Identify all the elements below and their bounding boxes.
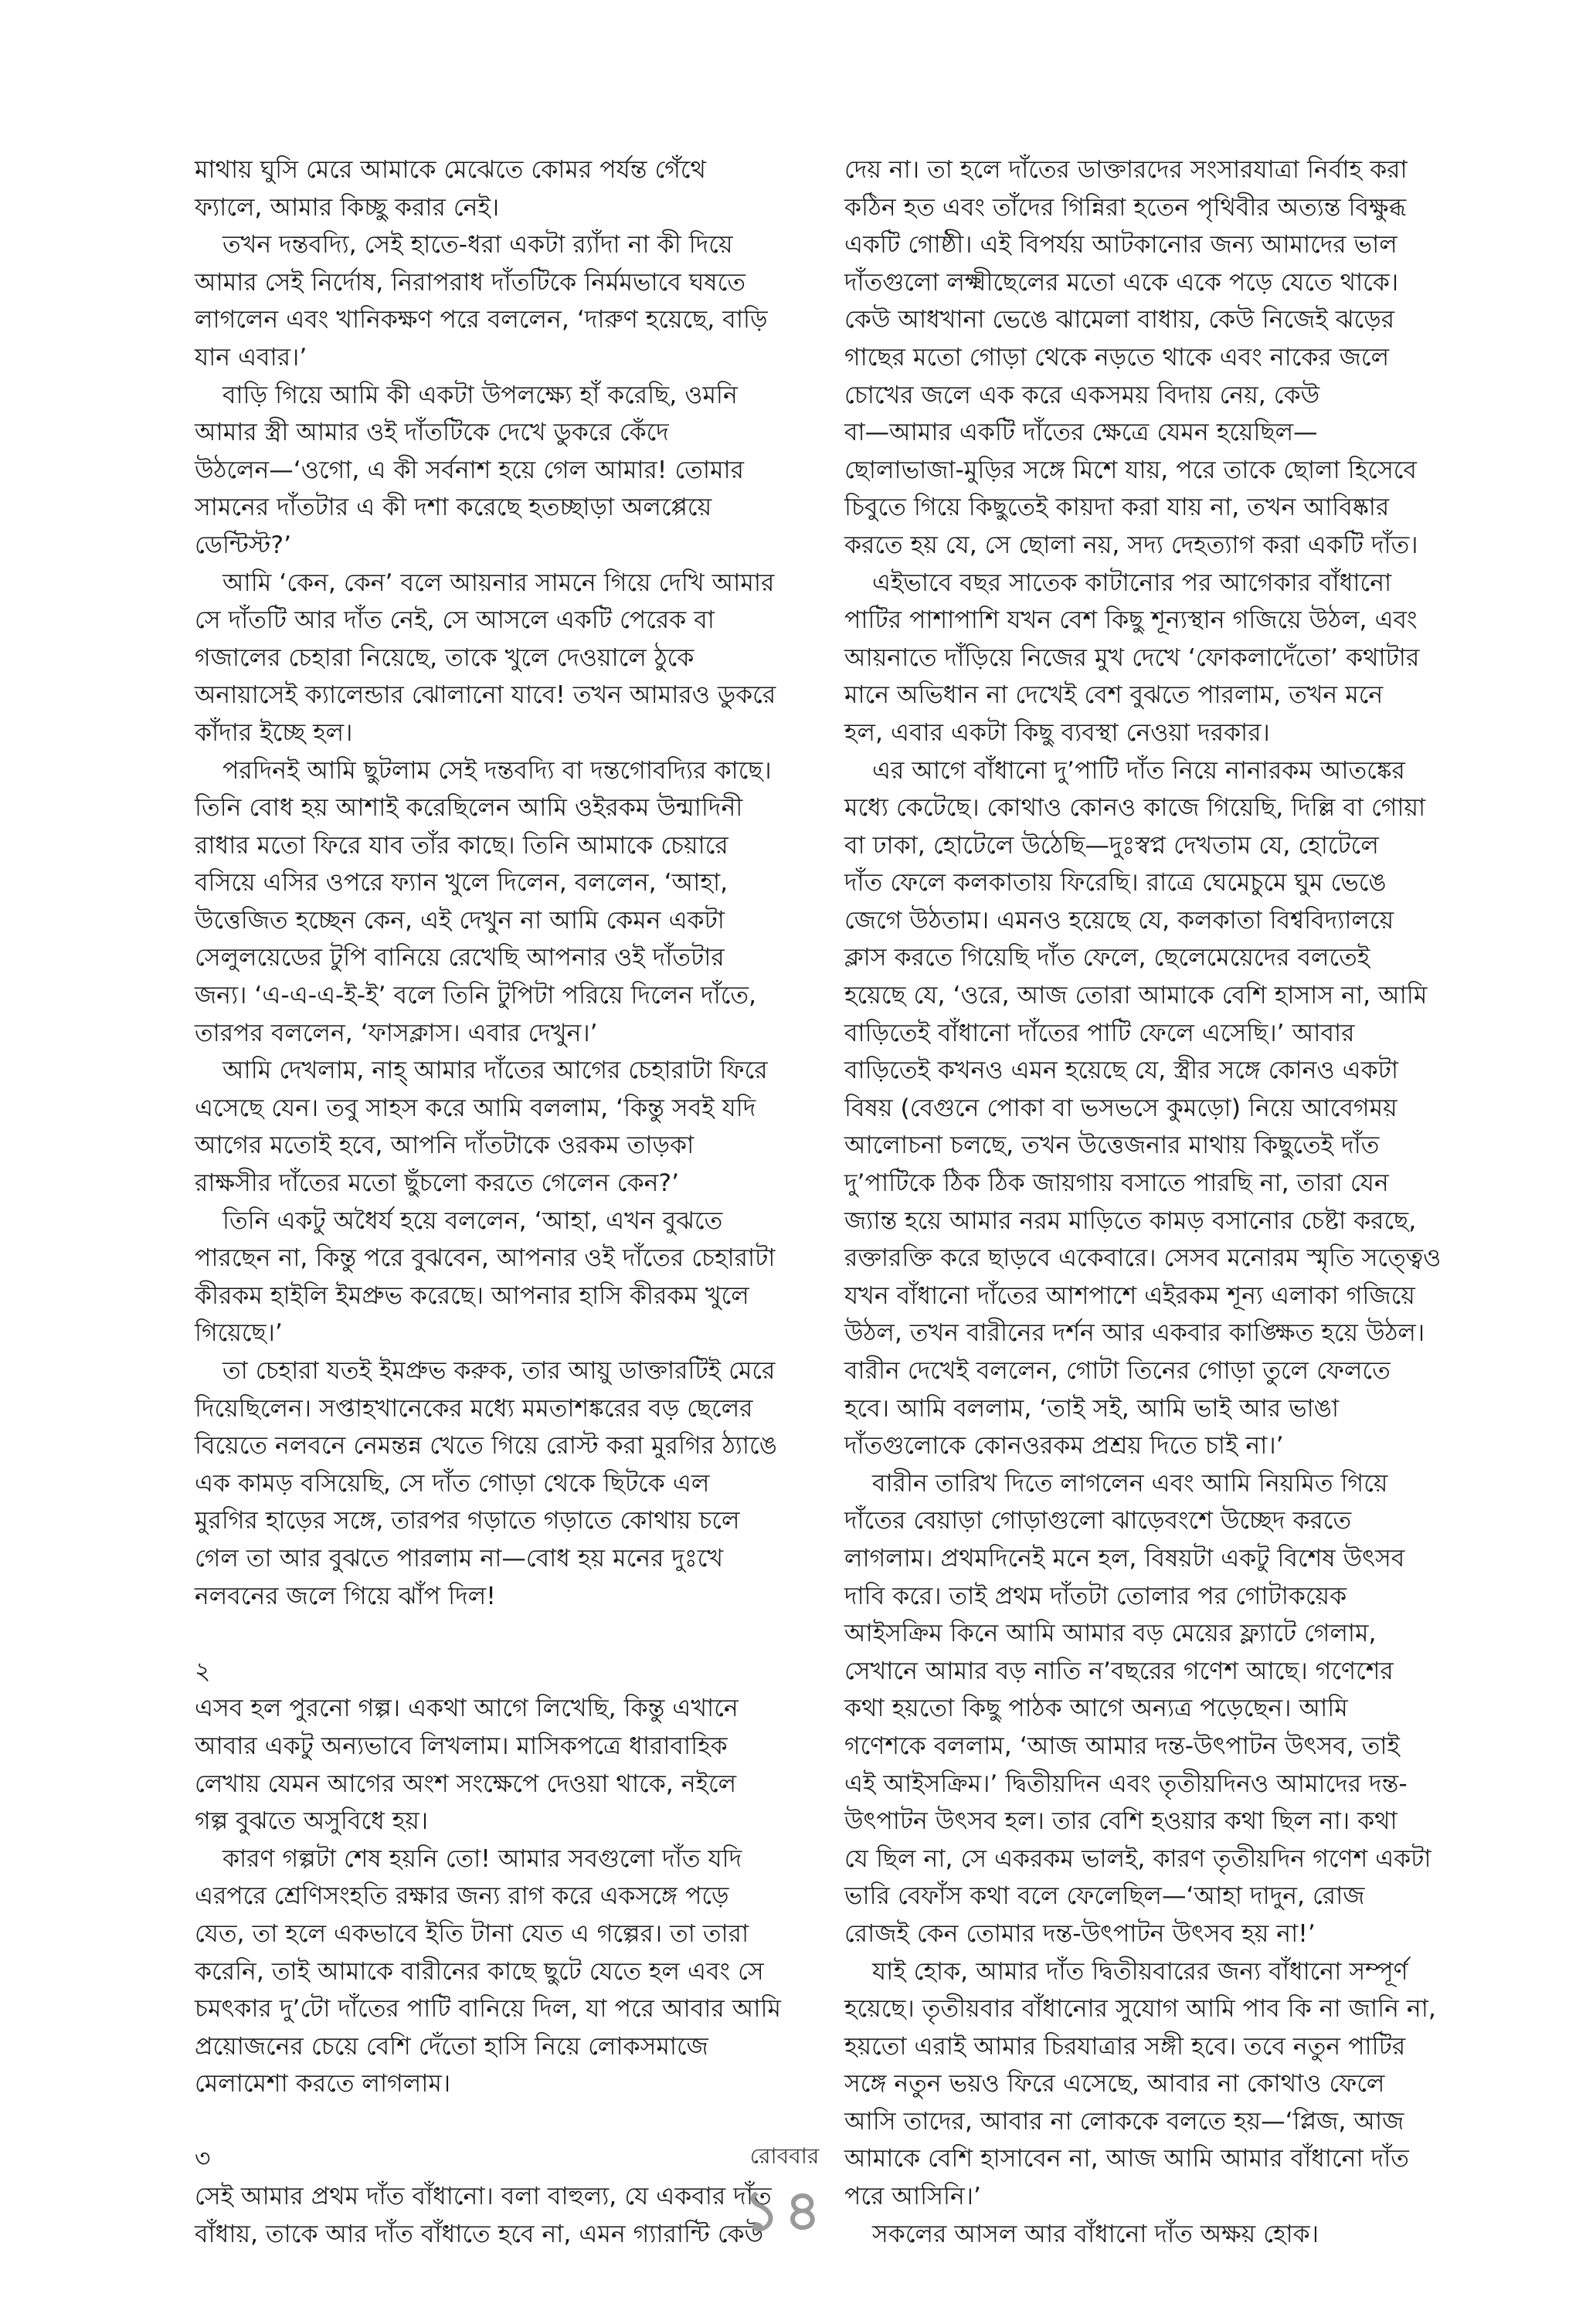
text-line: মেলামেশা করতে লাগলাম। — [195, 2070, 451, 2098]
text-line: আসি তাদের, আবার না লোককে বলতে হয়—‘প্লিজ, আজ — [844, 2107, 1404, 2136]
text-line: রাক্ষসীর দাঁতের মতো ছুঁচলো করতে গেলেন কেন?’ — [195, 1169, 680, 1198]
text-line: উত্তেজিত হচ্ছেন কেন, এই দেখুন না আমি কেমন একটা — [195, 906, 725, 935]
text-line: কথা হয়তো কিছু পাঠক আগে অন্যত্র পড়েছেন। আমি — [844, 1695, 1348, 1723]
text-line: লাগলাম। প্রথমদিনেই মনে হল, বিষয়টা একটু বিশেষ উৎসব — [844, 1544, 1405, 1573]
text-line: যাই হোক, আমার দাঁত দ্বিতীয়বারের জন্য বাঁধানো সম্পূর্ণ — [872, 1957, 1408, 1986]
text-line: সেই আমার প্রথম দাঁত বাঁধানো। বলা বাহুল্য, যে একবার দাঁত — [195, 2183, 772, 2211]
text-line: তা চেহারা যতই ইমপ্রুভ করুক, তার আয়ু ডাক্তারটিই মেরে — [222, 1357, 776, 1385]
text-line: তিনি একটু অধৈর্য হয়ে বললেন, ‘আহা, এখন বুঝতে — [222, 1206, 723, 1235]
text-line: রাধার মতো ফিরে যাব তাঁর কাছে। তিনি আমাকে চেয়ারে — [195, 831, 728, 860]
text-line: এর আগে বাঁধানো দু’পাটি দাঁত নিয়ে নানারকম আতঙ্কের — [872, 756, 1405, 785]
right-text-block-1 — [844, 151, 1447, 2253]
text-line: দু’পাটিকে ঠিক ঠিক জায়গায় বসাতে পারছি না, তারা যেন — [844, 1169, 1389, 1198]
text-line: চিবুতে গিয়ে কিছুতেই কায়দা করা যায় না, তখন আবিষ্কার — [844, 494, 1390, 522]
text-line: হল, এবার একটা কিছু ব্যবস্থা নেওয়া দরকার। — [844, 718, 1270, 747]
text-line: দেয় না। তা হলে দাঁতের ডাক্তারদের সংসারযাত্রা নির্বাহ করা — [844, 156, 1408, 184]
text-line: মুরগির হাড়ের সঙ্গে, তারপর গড়াতে গড়াতে কোথায় চলে — [195, 1507, 740, 1535]
text-line: বা ঢাকা, হোটেলে উঠেছি—দুঃস্বপ্ন দেখতাম যে, হোটেলে — [844, 831, 1379, 860]
text-line: পাটির পাশাপাশি যখন বেশ কিছু শূন্যস্থান গজিয়ে উঠল, এবং — [844, 606, 1418, 635]
text-line: দাঁতের বেয়াড়া গোড়াগুলো ঝাড়েবংশে উচ্ছেদ করতে — [844, 1507, 1352, 1535]
text-line: এসেছে যেন। তবু সাহস করে আমি বললাম, ‘কিন্তু সবই যদি — [195, 1094, 756, 1122]
text-line: করেনি, তাই আমাকে বারীনের কাছে ছুটে যেতে হল এবং সে — [195, 1957, 764, 1986]
text-line: চোখের জলে এক করে একসময় বিদায় নেয়, কেউ — [844, 381, 1320, 409]
text-line: এইভাবে বছর সাতেক কাটানোর পর আগেকার বাঁধানো — [872, 568, 1392, 597]
left-text-block-1 — [195, 151, 797, 1615]
text-line: উঠল, তখন বারীনের দর্শন আর একবার কাঙ্ক্ষিত হয়ে উঠল। — [844, 1319, 1425, 1348]
text-line: রোজই কেন তোমার দন্ত-উৎপাটন উৎসব হয় না!’ — [844, 1919, 1316, 1948]
magazine-name: রোববার — [749, 2143, 820, 2169]
section-spacer — [195, 1615, 797, 1653]
text-line: একটি গোষ্ঠী। এই বিপর্যয় আটকানোর জন্য আমাদের ভাল — [844, 231, 1397, 260]
text-line: দাঁত ফেলে কলকাতায় ফিরেছি। রাত্রে ঘেমেচুমে ঘুম ভেঙে — [844, 869, 1387, 897]
text-line: সেলুলয়েডের টুপি বানিয়ে রেখেছি আপনার ওই দাঁতটার — [195, 944, 725, 972]
text-line: ভারি বেফাঁস কথা বলে ফেলেছিল—‘আহা দাদুন, রোজ — [844, 1882, 1365, 1911]
text-line: নলবনের জলে গিয়ে ঝাঁপ দিল! — [195, 1582, 496, 1610]
text-line: জন্য। ‘এ-এ-এ-ই-ই’ বলে তিনি টুপিটা পরিয়ে দিলেন দাঁতে, — [195, 982, 757, 1010]
text-line: কারণ গল্পটা শেষ হয়নি তো! আমার সবগুলো দাঁত যদি — [222, 1844, 742, 1873]
text-line: এরপরে শ্রেণিসংহতি রক্ষার জন্য রাগ করে একসঙ্গে পড়ে — [195, 1882, 729, 1911]
text-line: তিনি বোধ হয় আশাই করেছিলেন আমি ওইরকম উন্মাদিনী — [195, 794, 743, 823]
text-line: দাঁতগুলো লক্ষ্মীছেলের মতো একে একে পড়ে যেতে থাকে। — [844, 268, 1399, 297]
text-line: বাড়িতেই বাঁধানো দাঁতের পাটি ফেলে এসেছি।’ আবার — [844, 1019, 1355, 1047]
text-line: যে ছিল না, সে একরকম ভালই, কারণ তৃতীয়দিন গণেশ একটা — [844, 1844, 1431, 1873]
text-line: বাড়িতেই কখনও এমন হয়েছে যে, স্ত্রীর সঙ্গে কোনও একটা — [844, 1057, 1398, 1085]
text-line: এই আইসক্রিম।’ দ্বিতীয়দিন এবং তৃতীয়দিনও আমাদের দন্ত- — [844, 1769, 1408, 1798]
text-line: তখন দন্তবদ্যি, সেই হাতে-ধরা একটা র‍্যাঁদা না কী দিয়ে — [222, 231, 733, 260]
text-line: হয়তো এরাই আমার চিরযাত্রার সঙ্গী হবে। তবে নতুন পাটির — [844, 2032, 1406, 2061]
text-line: এক কামড় বসিয়েছি, সে দাঁত গোড়া থেকে ছিটকে এল — [195, 1469, 710, 1498]
left-text-block-2 — [195, 1690, 797, 2103]
text-line: আমি ‘কেন, কেন’ বলে আয়নার সামনে গিয়ে দেখি আমার — [222, 568, 775, 597]
left-column — [195, 151, 797, 2253]
right-column — [844, 151, 1447, 2253]
text-line: বসিয়ে এসির ওপরে ফ্যান খুলে দিলেন, বললেন, ‘আহা, — [195, 869, 728, 897]
text-line: আবার একটু অন্যভাবে লিখলাম। মাসিকপত্রে ধারাবাহিক — [195, 1732, 728, 1760]
text-line: যান এবার।’ — [195, 343, 307, 372]
text-line: দিয়েছিলেন। সপ্তাহখানেকের মধ্যে মমতাশঙ্করের বড় ছেলের — [195, 1394, 753, 1423]
text-line: উঠলেন—‘ওগো, এ কী সর্বনাশ হয়ে গেল আমার! তোমার — [195, 456, 744, 484]
text-line: এসব হল পুরনো গল্প। একথা আগে লিখেছি, কিন্তু এখানে — [195, 1695, 739, 1723]
text-line: মানে অভিধান না দেখেই বেশ বুঝতে পারলাম, তখন মনে — [844, 681, 1384, 710]
text-line: দাঁতগুলোকে কোনওরকম প্রশ্রয় দিতে চাই না।’ — [844, 1432, 1284, 1461]
text-line: গাছের মতো গোড়া থেকে নড়তে থাকে এবং নাকের জলে — [844, 343, 1390, 372]
text-line: বারীন দেখেই বললেন, গোটা তিনের গোড়া তুলে ফেলতে — [844, 1357, 1391, 1385]
text-line: বারীন তারিখ দিতে লাগলেন এবং আমি নিয়মিত গিয়ে — [872, 1469, 1388, 1498]
text-line: মাথায় ঘুসি মেরে আমাকে মেঝেতে কোমর পর্যন্ত গেঁথে — [195, 156, 706, 184]
text-line: বিয়েতে নলবনে নেমন্তন্ন খেতে গিয়ে রোস্ট করা মুরগির ঠ্যাঙে — [195, 1432, 777, 1461]
text-line: ছোলাভাজা-মুড়ির সঙ্গে মিশে যায়, পরে তাকে ছোলা হিসেবে — [844, 456, 1417, 484]
text-line: হয়েছে যে, ‘ওরে, আজ তোরা আমাকে বেশি হাসাস না, আমি — [844, 982, 1428, 1010]
text-line: ক্লাস করতে গিয়েছি দাঁত ফেলে, ছেলেমেয়েদের বলতেই — [844, 944, 1370, 972]
section-spacer — [195, 2103, 797, 2141]
text-line: যেত, তা হলে একভাবে ইতি টানা যেত এ গল্পের। তা তারা — [195, 1919, 749, 1948]
text-line: করতে হয় যে, সে ছোলা নয়, সদ্য দেহত্যাগ করা একটি দাঁত। — [844, 531, 1418, 559]
text-line: পরে আসিনি।’ — [844, 2183, 982, 2211]
text-line: অনায়াসেই ক্যালেন্ডার ঝোলানো যাবে! তখন আমারও ডুকরে — [195, 681, 776, 710]
text-line: পরদিনই আমি ছুটলাম সেই দন্তবদ্যি বা দন্তগোবদ্যির কাছে। — [222, 756, 772, 785]
text-line: সকলের আসল আর বাঁধানো দাঁত অক্ষয় হোক। — [872, 2220, 1319, 2248]
text-line: বাঁধায়, তাকে আর দাঁত বাঁধাতে হবে না, এমন গ্যারান্টি কেউ — [195, 2220, 764, 2248]
text-line: গিয়েছে।’ — [195, 1319, 283, 1348]
text-line: ডেন্টিস্ট?’ — [195, 531, 292, 559]
text-line: আমি দেখলাম, নাহ্ আমার দাঁতের আগের চেহারাটা ফিরে — [222, 1057, 768, 1085]
text-line: হবে। আমি বললাম, ‘তাই সই, আমি ভাই আর ভাঙা — [844, 1394, 1339, 1423]
text-line: কঠিন হত এবং তাঁদের গিন্নিরা হতেন পৃথিবীর অত্যন্ত বিক্ষুব্ধ — [844, 193, 1407, 222]
text-line: বিষয় (বেগুনে পোকা বা ভসভসে কুমড়ো) নিয়ে আবেগময় — [844, 1094, 1397, 1122]
text-line: কীরকম হাইলি ইমপ্রুভ করেছে। আপনার হাসি কীরকম খুলে — [195, 1281, 749, 1310]
text-line: আমার সেই নির্দোষ, নিরাপরাধ দাঁতটিকে নির্মমভাবে ঘষতে — [195, 268, 745, 297]
text-line: মধ্যে কেটেছে। কোথাও কোনও কাজে গিয়েছি, দিল্লি বা গোয়া — [844, 794, 1426, 823]
text-line: আমাকে বেশি হাসাবেন না, আজ আমি আমার বাঁধানো দাঁত — [844, 2145, 1409, 2173]
text-line: আয়নাতে দাঁড়িয়ে নিজের মুখ দেখে ‘ফোকলাদেঁতো’ কথাটার — [844, 643, 1420, 672]
text-line: সামনের দাঁতটার এ কী দশা করেছে হতচ্ছাড়া অলপ্পেয়ে — [195, 494, 712, 522]
text-line: বা—আমার একটি দাঁতের ক্ষেত্রে যেমন হয়েছিল— — [844, 419, 1318, 447]
text-line: দাবি করে। তাই প্রথম দাঁতটা তোলার পর গোটাকয়েক — [844, 1582, 1347, 1610]
text-line: গল্প বুঝতে অসুবিধে হয়। — [195, 1807, 429, 1836]
text-line: প্রয়োজনের চেয়ে বেশি দেঁতো হাসি নিয়ে লোকসমাজে — [195, 2032, 708, 2061]
page-number: ১৪ — [743, 2178, 826, 2243]
section-number-2: ২ — [195, 1657, 211, 1685]
text-line: জ্যান্ত হয়ে আমার নরম মাড়িতে কামড় বসানোর চেষ্টা করছে, — [844, 1206, 1417, 1235]
text-line: গণেশকে বললাম, ‘আজ আমার দন্ত-উৎপাটন উৎসব, তাই — [844, 1732, 1400, 1760]
text-line: ফ্যালে, আমার কিচ্ছু করার নেই। — [195, 193, 500, 222]
text-line: তারপর বললেন, ‘ফাসক্লাস। এবার দেখুন।’ — [195, 1019, 598, 1047]
text-line: উৎপাটন উৎসব হল। তার বেশি হওয়ার কথা ছিল না। কথা — [844, 1807, 1397, 1836]
text-line: কাঁদার ইচ্ছে হল। — [195, 718, 353, 747]
text-line: সঙ্গে নতুন ভয়ও ফিরে এসেছে, আবার না কোথাও ফেলে — [844, 2070, 1385, 2098]
text-line: আমার স্ত্রী আমার ওই দাঁতটিকে দেখে ডুকরে কেঁদে — [195, 419, 669, 447]
text-line: সেখানে আমার বড় নাতি ন’বছরের গণেশ আছে। গণেশের — [844, 1657, 1394, 1685]
text-line: গজালের চেহারা নিয়েছে, তাকে খুলে দেওয়ালে ঠুকে — [195, 643, 695, 672]
text-line: রক্তারক্তি করে ছাড়বে একেবারে। সেসব মনোরম স্মৃতি সত্ত্বেও — [844, 1244, 1442, 1273]
text-line: লাগলেন এবং খানিকক্ষণ পরে বললেন, ‘দারুণ হয়েছে, বাড়ি — [195, 306, 768, 334]
text-line: জেগে উঠতাম। এমনও হয়েছে যে, কলকাতা বিশ্ববিদ্যালয়ে — [844, 906, 1394, 935]
text-line: লেখায় যেমন আগের অংশ সংক্ষেপে দেওয়া থাকে, নইলে — [195, 1769, 737, 1798]
text-line: আগের মতোই হবে, আপনি দাঁতটাকে ওরকম তাড়কা — [195, 1131, 695, 1160]
text-line: চমৎকার দু’টো দাঁতের পাটি বানিয়ে দিল, যা পরে আবার আমি — [195, 1995, 781, 2024]
text-line: সে দাঁতটি আর দাঁত নেই, সে আসলে একটি পেরেক বা — [195, 606, 715, 635]
text-line: যখন বাঁধানো দাঁতের আশপাশে এইরকম শূন্য এলাকা গজিয়ে — [844, 1281, 1415, 1310]
text-line: হয়েছে। তৃতীয়বার বাঁধানোর সুযোগ আমি পাব কি না জানি না, — [844, 1995, 1436, 2024]
text-line: পারছেন না, কিন্তু পরে বুঝবেন, আপনার ওই দাঁতের চেহারাটা — [195, 1244, 776, 1273]
text-line: কেউ আধখানা ভেঙে ঝামেলা বাধায়, কেউ নিজেই ঝড়ের — [844, 306, 1395, 334]
section-number-3: ৩ — [195, 2145, 211, 2173]
text-line: গেল তা আর বুঝতে পারলাম না—বোধ হয় মনের দুঃখে — [195, 1544, 724, 1573]
text-line: বাড়ি গিয়ে আমি কী একটা উপলক্ষ্যে হাঁ করেছি, ওমনি — [222, 381, 738, 409]
text-line: আইসক্রিম কিনে আমি আমার বড় মেয়ের ফ্ল্যাটে গেলাম, — [844, 1620, 1377, 1648]
text-line: আলোচনা চলছে, তখন উত্তেজনার মাথায় কিছুতেই দাঁত — [844, 1131, 1380, 1160]
